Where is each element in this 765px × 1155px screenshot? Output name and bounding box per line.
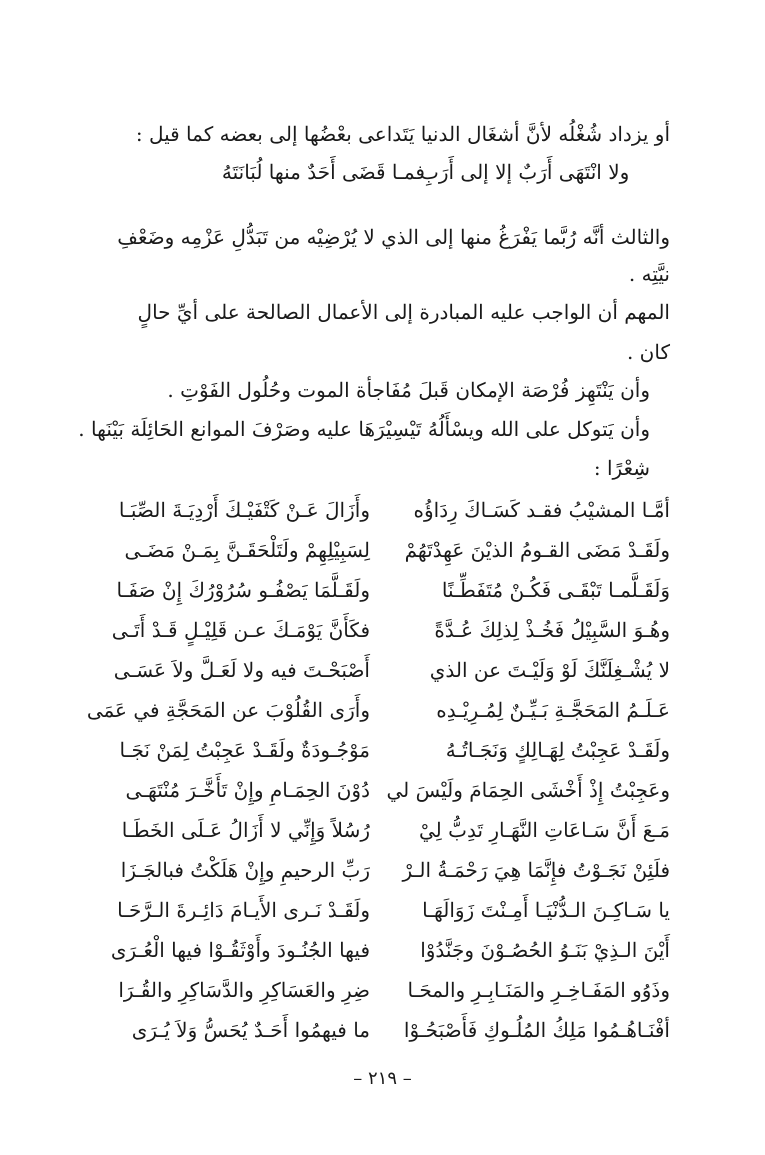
poem-verse <box>70 770 670 810</box>
second-hemistich: مَوْجُـودَةٌ ولَقَـدْ عَجِبْتُ لِمَنْ نَجَـا <box>119 738 370 762</box>
first-hemistich: فلَئِنْ نَجَـوْتُ فإِنَّمَا هِيَ رَحْمَـةُ الـرْ <box>402 858 670 882</box>
poem-verse <box>70 850 670 890</box>
poem-verse <box>70 490 670 530</box>
prose-line: أو يزداد شُغْلُه لأنَّ أشغَال الدنيا يَتَداعى بعْضُها إلى بعضه كما قيل : <box>135 122 670 146</box>
poem-verse <box>70 650 670 690</box>
first-hemistich: مَـعَ أَنَّ سَـاعَاتِ النَّهَـارِ تَدِبُّ لِيْ <box>419 818 670 842</box>
first-hemistich: وَلَقَـلَّمـا تَبْقَـى فَكُـنْ مُتَفَطِّـنًا <box>441 578 670 602</box>
second-hemistich: ما فيهمُوا أَحَـدٌ يُحَسُّ وَلاَ يُـرَى <box>131 1018 370 1042</box>
poem-verse <box>70 690 670 730</box>
first-hemistich: ولَقَـدْ عَجِبْتُ لِهَـالِكٍ وَنَجَـاتُـهُ <box>445 738 670 762</box>
second-hemistich: فيها الجُنُـودَ وأَوْثَقُـوْا فيها الْعُـرَى <box>110 938 370 962</box>
second-hemistich: رَبِّ الرحيمِ وإِنْ هَلَكْتُ فبالجَـزَا <box>120 858 370 882</box>
prose-line: وأن يَتوكل على الله ويسْأَلُهُ تَيْسِيْرَهَا عليه وصَرْفَ الموانع الحَائِلَة بَيْنَها . <box>78 417 650 441</box>
prose-line: المهم أن الواجب عليه المبادرة إلى الأعمال الصالحة على أيِّ حالٍ <box>137 300 670 324</box>
first-hemistich: أفْنَـاهُـمُوا مَلِكُ المُلُـوكِ فَأَصْبَحُـوْا <box>403 1018 670 1042</box>
first-hemistich: وذَوُو المَفَـاخِـرِ والمَنَـابِـرِ والمحَـا <box>407 978 670 1002</box>
second-hemistich: ولَقَـلَّمَا يَصْفُـو سُرُوْرُكَ إِنْ صَفَـا <box>116 578 370 602</box>
poetry-heading: شِعْرًا : <box>593 456 650 480</box>
first-hemistich: لا يُشْـغِلَنَّكَ لَوْ وَلَيْـتَ عن الذي <box>429 658 670 682</box>
second-hemistich: أَصْبَحْـتَ فيه ولا لَعَـلَّ ولاَ عَسَـى <box>113 658 370 682</box>
poem-verse <box>70 530 670 570</box>
prose-line: كان . <box>626 340 670 364</box>
first-hemistich: وهُـوَ السَّبِيْلُ فَخُـذْ لِذلِكَ عُـدَّةً <box>434 618 670 642</box>
quote-hemistich-first: فمـا قَضَى أَحَدٌ منها لُبَانَتَهُ <box>221 160 425 184</box>
second-hemistich: وأَزَالَ عَـنْ كَتْفَيْـكَ أَرْدِيَـةَ الصِّبَـا <box>118 498 370 522</box>
poem-verse <box>70 970 670 1010</box>
first-hemistich: عَـلَـمُ المَحَجَّـةِ بَـيِّـنٌ لِمُـرِيْـدِه <box>436 698 670 722</box>
second-hemistich: رُسُلاً وَإِنِّي لا أَزَالُ عَـلَى الخَطَـا <box>121 818 370 842</box>
poem-verse <box>70 810 670 850</box>
poem-verse <box>70 610 670 650</box>
second-hemistich: وأَرَى القُلُوْبَ عن المَحَجَّةِ في عَمَى <box>86 698 370 722</box>
poem-verse <box>70 930 670 970</box>
second-hemistich: ضِرِ والعَسَاكِرِ والدَّسَاكِرِ والقُـرَا <box>118 978 370 1002</box>
first-hemistich: يا سَـاكِـنَ الـدُّنْيَـا أَمِـنْتَ زَوَالَهَـا <box>422 898 670 922</box>
second-hemistich: لِسَبِيْلِهِمْ ولَتَلْحَقَـنَّ بِمَـنْ مَضَـى <box>124 538 370 562</box>
poem-verse <box>70 1010 670 1050</box>
first-hemistich: أَيْنَ الـذِيْ بَنَـوُ الحُصُـوْنَ وجَنَّدُوْا <box>420 938 670 962</box>
poem-verse <box>70 730 670 770</box>
poem-verse <box>70 890 670 930</box>
first-hemistich: أمَّـا المشيْبُ فقـد كَسَـاكَ رِدَاؤُه <box>413 498 670 522</box>
prose-line: والثالث أنَّه رُبَّما يَفْرَغُ منها إلى الذي لا يُرْضِيْه من تَبَدُّلِ عَزْمِه وضَعْفِ <box>117 225 670 249</box>
first-hemistich: ولَقَـدْ مَضَى القـومُ الذيْنَ عَهِدْتَهُمْ <box>404 538 670 562</box>
page-number: – ٢١٩ – <box>353 1068 412 1089</box>
first-hemistich: وعَجِبْتُ إِذْ أَخْشَى الحِمَامَ ولَيْسَ لي <box>386 778 670 802</box>
quote-hemistich-second: ولا انْتَهَى أَرَبٌ إلا إلى أَرَبِ <box>420 160 630 184</box>
second-hemistich: ولَقَـدْ نَـرى الأَيـامَ دَائِـرةَ الـرَّحَـا <box>117 898 370 922</box>
prose-line: وأن يَنْتَهِز فُرْصَة الإمكان قَبلَ مُفَاجأة الموت وحُلُول الفَوْتِ . <box>167 378 650 402</box>
second-hemistich: دُوْنَ الحِمَـامِ وإِنْ تَأَخَّـرَ مُنْتَهَـى <box>125 778 370 802</box>
poem-verse <box>70 570 670 610</box>
prose-line: نيَّتِه . <box>628 262 670 286</box>
second-hemistich: فكَأَنَّ يَوْمَـكَ عـن قَلِيْـلٍ قَـدْ أَتَـى <box>111 618 370 642</box>
